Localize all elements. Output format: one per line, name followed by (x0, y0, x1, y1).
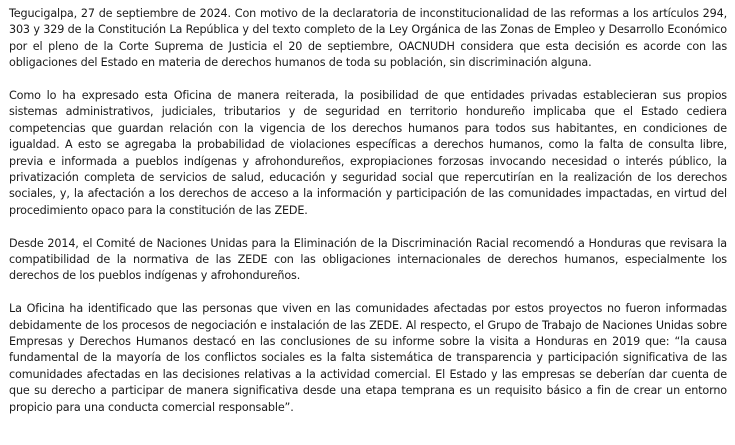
paragraph-comite-2014: Desde 2014, el Comité de Naciones Unidas para la Eliminación de la Discriminación Racial recomendó a Honduras que revisara la compatibilidad de la normativa de las ZEDE con las obligaciones internacionales de derechos humanos, especialmente los derechos de los pueblos indígenas y afrohondureños. (9, 236, 727, 283)
document-body (9, 6, 727, 416)
paragraph-oficina-position: Como lo ha expresado esta Oficina de manera reiterada, la posibilidad de que entidades privadas establecieran sus propios sistemas administrativos, judiciales, tributarios y de seguridad en territorio hondureño implicaba que el Estado cediera competencias que guardan relación con la vigencia de los derechos humanos para todos sus habitantes, en condiciones de igualdad. A esto se agregaba la probabilidad de violaciones específicas a derechos humanos, como la falta de consulta libre, previa e informada a pueblos indígenas y afrohondureños, expropiaciones forzosas invocando necesidad o interés público, la privatización completa de servicios de salud, educación y seguridad social que repercutirían en la realización de los derechos sociales, y, la afectación a los derechos de acceso a la información y participación de las comunidades impactadas, en virtud del procedimiento opaco para la constitución de las ZEDE. (9, 89, 727, 217)
paragraph-intro: Tegucigalpa, 27 de septiembre de 2024. Con motivo de la declaratoria de inconstitucionalidad de las reformas a los artículos 294, 303 y 329 de la Constitución La República y del texto completo de la Ley Orgánica de las Zonas de Empleo y Desarrollo Económico por el pleno de la Corte Suprema de Justicia el 20 de septiembre, OACNUDH considera que esta decisión es acorde con las obligaciones del Estado en materia de derechos humanos de toda su población, sin discriminación alguna. (9, 7, 727, 70)
paragraph-grupo-trabajo: La Oficina ha identificado que las personas que viven en las comunidades afectadas por estos proyectos no fueron informadas debidamente de los procesos de negociación e instalación de las ZEDE. Al respecto, el Grupo de Trabajo de Naciones Unidas sobre Empresas y Derechos Humanos destacó en las conclusiones de su informe sobre la visita a Honduras en 2019 que: “la causa fundamental de la mayoría de los conflictos sociales es la falta sistemática de transparencia y participación significativa de las comunidades afectadas en las decisiones relativas a la actividad comercial. El Estado y las empresas se deberían dar cuenta de que su derecho a participar de manera significativa desde una etapa temprana es un requisito básico a fin de crear un entorno propicio para una conducta comercial responsable”. (9, 302, 727, 414)
